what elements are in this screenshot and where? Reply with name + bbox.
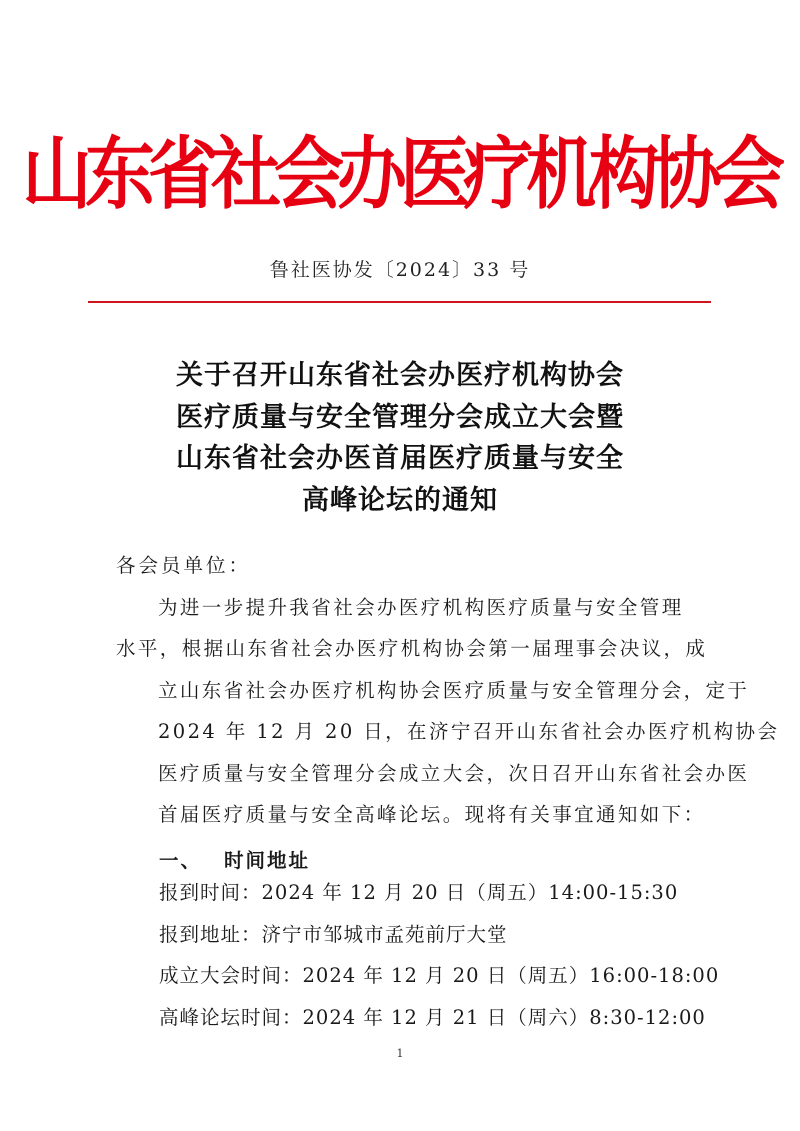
detail-value: 2024 年 12 月 20 日（周五）14:00-15:30 [261,881,679,904]
detail-value: 2024 年 12 月 20 日（周五）16:00-18:00 [302,964,720,987]
detail-row [159,872,719,914]
section-details [159,872,719,1038]
red-divider-line [88,301,711,303]
detail-label: 报到时间： [159,881,262,904]
notice-title [0,355,800,521]
title-line: 关于召开山东省社会办医疗机构协会 [176,360,624,391]
section-number: 一、 [159,849,203,872]
detail-label: 高峰论坛时间： [159,1005,303,1029]
paragraph-line: 立山东省社会办医疗机构协会医疗质量与安全管理分会，定于 [158,678,750,702]
body-paragraph [116,587,780,836]
detail-row [159,997,719,1039]
notice-body [116,545,780,836]
page-number: 1 [396,1047,404,1060]
detail-value: 济宁市邹城市孟苑前厅大堂 [261,922,508,946]
paragraph-line: 为进一步提升我省社会办医疗机构医疗质量与安全管理 [158,595,684,619]
masthead-org-name: 山东省社会办医疗机构协会 [22,128,778,220]
paragraph-line: 2024 年 12 月 20 日，在济宁召开山东省社会办医疗机构协会 [158,720,780,743]
title-line: 高峰论坛的通知 [302,484,498,516]
detail-value: 2024 年 12 月 21 日（周六）8:30-12:00 [302,1005,706,1029]
paragraph-line: 医疗质量与安全管理分会成立大会，次日召开山东省社会办医 [158,761,750,785]
title-line: 山东省社会办医首届医疗质量与安全 [176,443,624,474]
paragraph-line: 水平，根据山东省社会办医疗机构协会第一届理事会决议，成 [116,637,708,660]
section-title: 时间地址 [224,849,311,872]
title-line: 医疗质量与安全管理分会成立大会暨 [176,401,624,433]
detail-label: 成立大会时间： [159,964,303,987]
detail-row [159,914,719,956]
section-heading [159,845,310,873]
paragraph-line: 首届医疗质量与安全高峰论坛。现将有关事宜通知如下： [158,803,706,826]
document-number: 鲁社医协发〔2024〕33 号 [269,259,531,281]
detail-label: 报到地址： [159,922,262,946]
detail-row [159,955,719,997]
salutation: 各会员单位： [116,554,252,577]
